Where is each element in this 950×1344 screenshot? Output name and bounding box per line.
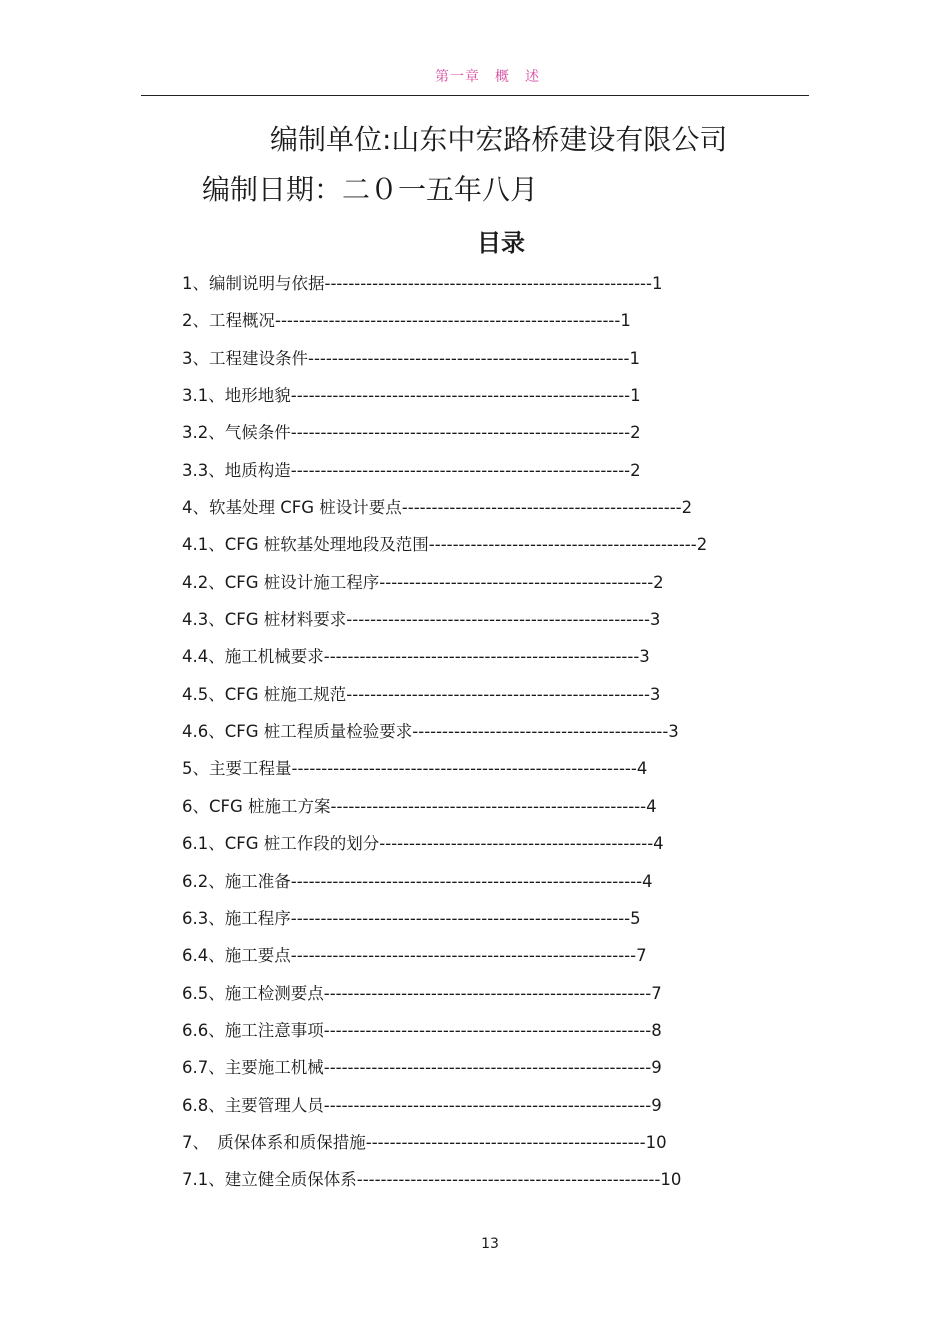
- toc-entry[interactable]: 3、工程建设条件------------------------------------------------------1: [182, 348, 641, 368]
- chapter-header: 第一章 概 述: [435, 69, 540, 85]
- toc-entry[interactable]: 7、 质保体系和质保措施-----------------------------------------------10: [182, 1132, 667, 1152]
- toc-entry[interactable]: 3.1、地形地貌---------------------------------------------------------1: [182, 386, 641, 406]
- toc-entry[interactable]: 6.6、施工注意事项-------------------------------------------------------8: [182, 1020, 662, 1040]
- toc-entry[interactable]: 6.4、施工要点----------------------------------------------------------7: [182, 946, 647, 966]
- table-of-contents: [182, 268, 707, 1202]
- toc-entry[interactable]: 4.4、施工机械要求-----------------------------------------------------3: [182, 647, 650, 667]
- toc-title: 目录: [477, 229, 525, 257]
- compiling-date: 编制日期：二０一五年八月: [202, 173, 539, 206]
- toc-entry[interactable]: 4.3、CFG 桩材料要求---------------------------------------------------3: [182, 610, 661, 630]
- toc-entry[interactable]: 6.7、主要施工机械-------------------------------------------------------9: [182, 1058, 662, 1078]
- page-number: 13: [481, 1236, 499, 1252]
- toc-entry[interactable]: 6.2、施工准备-----------------------------------------------------------4: [182, 871, 653, 891]
- toc-entry[interactable]: 5、主要工程量----------------------------------------------------------4: [182, 759, 648, 779]
- compiling-unit: 编制单位:山东中宏路桥建设有限公司: [270, 123, 728, 156]
- toc-entry[interactable]: 4.1、CFG 桩软基处理地段及范围---------------------------------------------2: [182, 535, 708, 555]
- toc-entry[interactable]: 2、工程概况----------------------------------------------------------1: [182, 311, 631, 331]
- toc-entry[interactable]: 4.6、CFG 桩工程质量检验要求-------------------------------------------3: [182, 722, 679, 742]
- toc-entry[interactable]: 6.3、施工程序---------------------------------------------------------5: [182, 908, 641, 928]
- toc-entry[interactable]: 6.5、施工检测要点-------------------------------------------------------7: [182, 983, 662, 1003]
- toc-entry[interactable]: 6、CFG 桩施工方案-----------------------------------------------------4: [182, 796, 657, 816]
- toc-entry[interactable]: 6.8、主要管理人员-------------------------------------------------------9: [182, 1095, 662, 1115]
- toc-entry[interactable]: 7.1、建立健全质保体系---------------------------------------------------10: [182, 1170, 682, 1190]
- toc-entry[interactable]: 6.1、CFG 桩工作段的划分----------------------------------------------4: [182, 834, 664, 854]
- toc-entry[interactable]: 3.3、地质构造---------------------------------------------------------2: [182, 460, 641, 480]
- toc-entry[interactable]: 4、软基处理 CFG 桩设计要点-----------------------------------------------2: [182, 498, 693, 518]
- header-rule: [141, 95, 809, 96]
- toc-entry[interactable]: 4.5、CFG 桩施工规范---------------------------------------------------3: [182, 684, 661, 704]
- toc-entry[interactable]: 1、编制说明与依据-------------------------------------------------------1: [182, 274, 663, 293]
- toc-entry[interactable]: 3.2、气候条件---------------------------------------------------------2: [182, 423, 641, 443]
- toc-entry[interactable]: 4.2、CFG 桩设计施工程序----------------------------------------------2: [182, 572, 664, 592]
